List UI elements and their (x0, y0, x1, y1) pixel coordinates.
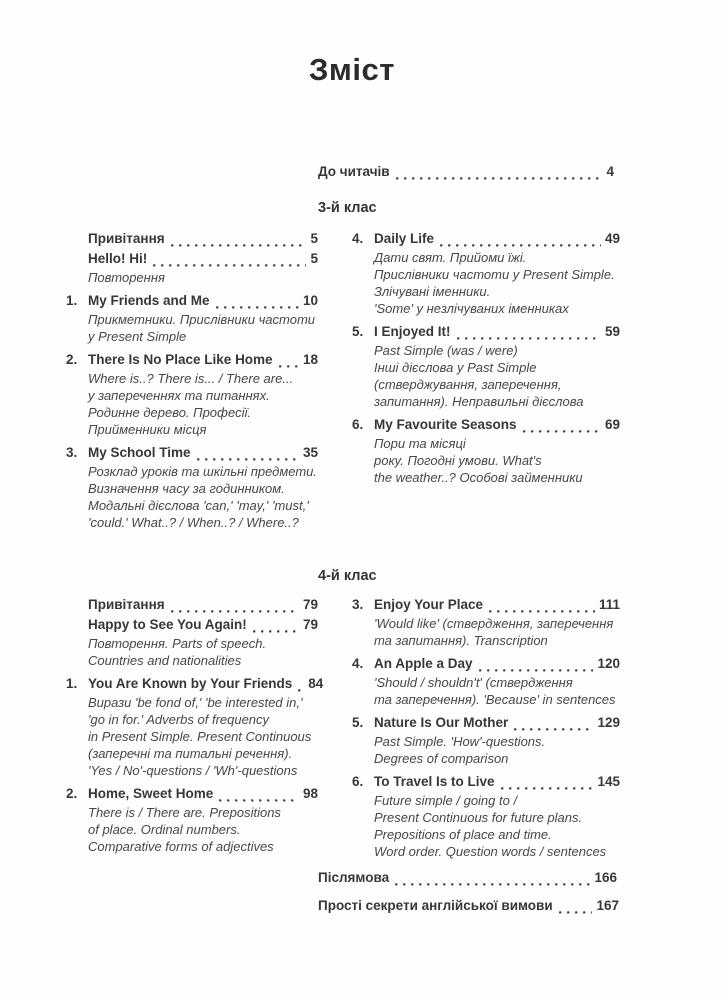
entry-number: 1. (66, 676, 78, 691)
entry-number: 1. (66, 293, 78, 308)
dot-leader (523, 430, 601, 433)
entry-description-line: Прийменники місця (88, 422, 207, 437)
toc-entry (66, 674, 324, 779)
toc-entry-row (352, 229, 620, 249)
entry-title: Привітання (88, 597, 165, 612)
entry-description-line: Родинне дерево. Професії. (88, 405, 252, 420)
entry-description-line: Дати свят. Прийоми їжі. (374, 250, 527, 265)
toc-entry-row (66, 674, 324, 694)
entry-description-line: року. Погодні умови. What's (374, 453, 542, 468)
entry-title: My Favourite Seasons (374, 417, 517, 432)
dot-leader (171, 610, 299, 613)
entry-description-line: запитання). Неправильні дієслова (374, 394, 584, 409)
dot-leader (514, 728, 593, 731)
entry-page-number: 120 (597, 656, 620, 671)
entry-title: An Apple a Day (374, 656, 473, 671)
entry-description-line: Word order. Question words / sentences (374, 844, 607, 859)
entry-description-line: 'Would like' (ствердження, заперечення (374, 616, 614, 631)
entry-title: My School Time (88, 445, 191, 460)
entry-description-line: 'Should / shouldn't' (ствердження (374, 675, 573, 690)
dot-leader (153, 264, 306, 267)
entry-title: Післямова (318, 870, 390, 885)
entry-page-number: 59 (604, 324, 620, 339)
entry-page-number: 5 (310, 251, 318, 266)
dot-leader (298, 689, 304, 692)
entry-description-line: the weather..? Особові займенники (374, 470, 583, 485)
entry-description-line: та заперечення). 'Because' in sentences (374, 692, 616, 707)
entry-description-line: у запереченнях та питаннях. (88, 388, 270, 403)
toc-entry (66, 443, 318, 531)
entry-description-line: (заперечні та питальні речення). (88, 746, 293, 761)
entry-description-line: Злічувані іменники. (374, 284, 491, 299)
entry-title: Привітання (88, 231, 165, 246)
toc-entry-row (352, 415, 620, 435)
dot-leader (279, 365, 299, 368)
page-title: Зміст (309, 52, 395, 87)
toc-entry-row (66, 595, 318, 615)
entry-description-line: Countries and nationalities (88, 653, 242, 668)
dot-leader (395, 883, 590, 886)
entry-title: Hello! Hi! (88, 251, 148, 266)
toc-entry-row (352, 595, 620, 615)
dot-leader (253, 630, 299, 633)
entry-description-line: Past Simple. 'How'-questions. (374, 734, 546, 749)
entry-page-number: 145 (597, 774, 620, 789)
toc-entry (66, 229, 318, 249)
entry-description-line: 'could.' What..? / When..? / Where..? (88, 515, 299, 530)
entry-number: 5. (352, 324, 364, 339)
entry-description-line: Інші дієслова у Past Simple (374, 360, 537, 375)
entry-title: Enjoy Your Place (374, 597, 484, 612)
dot-leader (479, 669, 594, 672)
toc-entry (66, 595, 318, 615)
entry-description-line: Прислівники частоти у Present Simple. (374, 267, 615, 282)
dot-leader (219, 799, 299, 802)
entry-description-line: 'go in for.' Adverbs of frequency (88, 712, 270, 727)
toc-entry-row (352, 654, 620, 674)
toc-entry-row (66, 249, 318, 269)
entry-number: 3. (352, 597, 364, 612)
entry-page-number: 49 (604, 231, 620, 246)
entry-page-number: 4 (606, 164, 614, 179)
entry-page-number: 69 (604, 417, 620, 432)
entry-title: My Friends and Me (88, 293, 210, 308)
entry-title: Happy to See You Again! (88, 617, 247, 632)
entry-description-line: Вирази 'be fond of,' 'be interested in,' (88, 695, 303, 710)
entry-description-line: Present Continuous for future plans. (374, 810, 583, 825)
entry-description-line: Past Simple (was / were) (374, 343, 518, 358)
entry-number: 4. (352, 231, 364, 246)
entry-page-number: 98 (302, 786, 318, 801)
toc-entry-row (352, 322, 620, 342)
entry-description-line: Модальні дієслова 'can,' 'may,' 'must,' (88, 498, 309, 513)
toc-back-matter-row (318, 868, 617, 888)
entry-description-line: Розклад уроків та шкільні предмети. (88, 464, 318, 479)
entry-description-line: There is / There are. Prepositions (88, 805, 281, 820)
entry-description-line: та запитання). Transcription (374, 633, 548, 648)
dot-leader (171, 244, 307, 247)
entry-page-number: 129 (597, 715, 620, 730)
entry-description-line: Future simple / going to / (374, 793, 518, 808)
entry-description-line: in Present Simple. Present Continuous (88, 729, 312, 744)
entry-number: 6. (352, 417, 364, 432)
toc-entry (66, 350, 318, 438)
toc-entry-row (66, 350, 318, 370)
dot-leader (457, 337, 601, 340)
dot-leader (396, 177, 603, 180)
toc-entry (66, 615, 318, 669)
entry-number: 2. (66, 786, 78, 801)
dot-leader (501, 787, 594, 790)
entry-title: Home, Sweet Home (88, 786, 214, 801)
entry-page-number: 35 (302, 445, 318, 460)
entry-page-number: 167 (596, 898, 619, 913)
dot-leader (440, 244, 601, 247)
dot-leader (216, 306, 299, 309)
toc-column-grade4-right (352, 595, 620, 860)
entry-description-line: Прикметники. Прислівники частоти (88, 312, 315, 327)
entry-description-line: Повторення (88, 270, 165, 285)
toc-back-matter-row (318, 896, 619, 916)
entry-page-number: 18 (302, 352, 318, 367)
entry-description-line: Prepositions of place and time. (374, 827, 552, 842)
toc-entry (352, 415, 620, 486)
toc-entry (352, 595, 620, 649)
section-heading-grade-4: 4-й клас (318, 568, 377, 584)
entry-number: 2. (66, 352, 78, 367)
toc-entry (352, 229, 620, 317)
dot-leader (559, 911, 593, 914)
toc-column-grade3-right (352, 229, 620, 486)
toc-entry (66, 784, 318, 855)
entry-description-line: Повторення. Parts of speech. (88, 636, 267, 651)
entry-description-line: 'Some' у незлічуваних іменниках (374, 301, 569, 316)
entry-description-line: (стверджування, заперечення, (374, 377, 562, 392)
entry-page-number: 10 (302, 293, 318, 308)
entry-number: 3. (66, 445, 78, 460)
toc-entry (352, 322, 620, 410)
toc-entry (352, 713, 620, 767)
toc-entry-row (352, 713, 620, 733)
entry-description-line: Degrees of comparison (374, 751, 509, 766)
toc-entry-row (66, 229, 318, 249)
toc-entry (66, 249, 318, 286)
toc-entry-row (66, 291, 318, 311)
entry-title: You Are Known by Your Friends (88, 676, 293, 691)
entry-title: Nature Is Our Mother (374, 715, 509, 730)
toc-entry (352, 772, 620, 860)
entry-number: 5. (352, 715, 364, 730)
entry-number: 4. (352, 656, 364, 671)
entry-description-line: of place. Ordinal numbers. (88, 822, 241, 837)
toc-column-grade3-left (66, 229, 318, 531)
entry-title: I Enjoyed It! (374, 324, 451, 339)
entry-title: Прості секрети англійської вимови (318, 898, 553, 913)
entry-description-line: Визначення часу за годинником. (88, 481, 285, 496)
section-heading-grade-3: 3-й клас (318, 200, 377, 216)
entry-page-number: 5 (310, 231, 318, 246)
entry-page-number: 166 (594, 870, 617, 885)
entry-title: There Is No Place Like Home (88, 352, 273, 367)
entry-number: 6. (352, 774, 364, 789)
dot-leader (489, 610, 595, 613)
entry-description-line: у Present Simple (88, 329, 187, 344)
toc-front-matter-row (318, 162, 614, 182)
entry-page-number: 111 (598, 597, 620, 612)
entry-title: Daily Life (374, 231, 435, 246)
entry-description-line: Пори та місяці (374, 436, 466, 451)
entry-description-line: 'Yes / No'-questions / 'Wh'-questions (88, 763, 298, 778)
toc-column-grade4-left (66, 595, 324, 855)
toc-entry (66, 291, 318, 345)
entry-page-number: 79 (302, 597, 318, 612)
entry-description-line: Comparative forms of adjectives (88, 839, 274, 854)
entry-page-number: 79 (302, 617, 318, 632)
toc-entry-row (66, 615, 318, 635)
dot-leader (197, 458, 299, 461)
toc-entry-row (66, 784, 318, 804)
entry-page-number: 84 (308, 676, 324, 691)
entry-title: До читачів (318, 164, 390, 179)
toc-entry-row (66, 443, 318, 463)
entry-description-line: Where is..? There is... / There are... (88, 371, 294, 386)
toc-entry-row (352, 772, 620, 792)
entry-title: To Travel Is to Live (374, 774, 495, 789)
toc-entry (352, 654, 620, 708)
